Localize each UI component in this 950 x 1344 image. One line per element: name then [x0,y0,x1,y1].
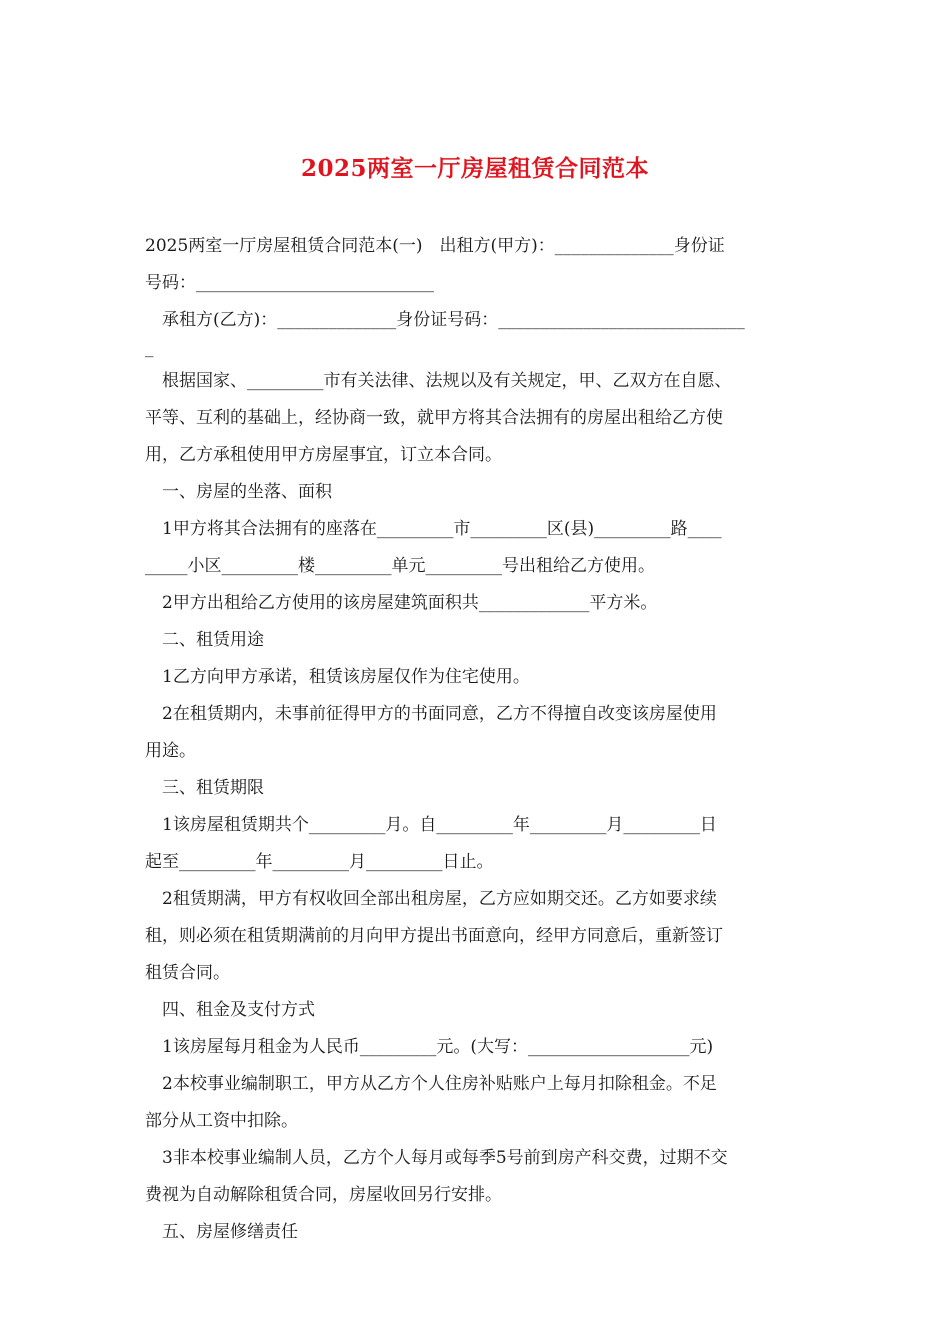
paragraph-line: 承租方(乙方)：______________身份证号码：_____________________________ [162,310,745,330]
paragraph-line: 2本校事业编制职工，甲方从乙方个人住房补贴账户上每月扣除租金。不足 [162,1074,717,1094]
paragraph-line: _____小区_________楼_________单元_________号出租给乙方使用。 [145,556,655,576]
paragraph-line: 1该房屋租赁期共个_________月。自_________年_________月_________日 [162,815,717,835]
paragraph-line: 2租赁期满，甲方有权收回全部出租房屋，乙方应如期交还。乙方如要求续 [162,889,717,909]
document-title: 2025两室一厅房屋租赁合同范本 [300,155,649,182]
paragraph-line: 2025两室一厅房屋租赁合同范本(一) 出租方(甲方)：______________身份证 [145,236,725,256]
paragraph-line: 3非本校事业编制人员，乙方个人每月或每季5号前到房产科交费，过期不交 [162,1148,728,1168]
section-heading: 四、租金及支付方式 [162,1000,315,1020]
section-heading: 一、房屋的坐落、面积 [162,482,332,502]
section-heading: 二、租赁用途 [162,630,264,650]
paragraph-line: 平等、互利的基础上，经协商一致，就甲方将其合法拥有的房屋出租给乙方使 [145,408,723,428]
section-heading: 五、房屋修缮责任 [162,1222,298,1242]
paragraph-line: 租，则必须在租赁期满前的月向甲方提出书面意向，经甲方同意后，重新签订 [145,926,723,946]
paragraph-line: 起至_________年_________月_________日止。 [145,852,494,872]
paragraph-line: 根据国家、_________市有关法律、法规以及有关规定，甲、乙双方在自愿、 [162,371,732,391]
paragraph-line: 2甲方出租给乙方使用的该房屋建筑面积共_____________平方米。 [162,593,658,613]
paragraph-line: 号码：____________________________ [145,273,434,293]
paragraph-line: 费视为自动解除租赁合同，房屋收回另行安排。 [145,1185,502,1205]
paragraph-line: 1该房屋每月租金为人民币_________元。(大写：___________________元) [162,1037,714,1057]
paragraph-line: 用，乙方承租使用甲方房屋事宜，订立本合同。 [145,445,502,465]
paragraph-line: 租赁合同。 [145,963,230,983]
paragraph-line: 1乙方向甲方承诺，租赁该房屋仅作为住宅使用。 [162,667,530,687]
document-body [145,228,810,1251]
paragraph-line: _ [145,338,154,358]
section-heading: 三、租赁期限 [162,778,264,798]
paragraph-line: 1甲方将其合法拥有的座落在_________市_________区(县)_________路____ [162,519,722,539]
paragraph-line: 2在租赁期内，未事前征得甲方的书面同意，乙方不得擅自改变该房屋使用 [162,704,717,724]
paragraph-line: 部分从工资中扣除。 [145,1111,298,1131]
paragraph-line: 用途。 [145,741,196,761]
